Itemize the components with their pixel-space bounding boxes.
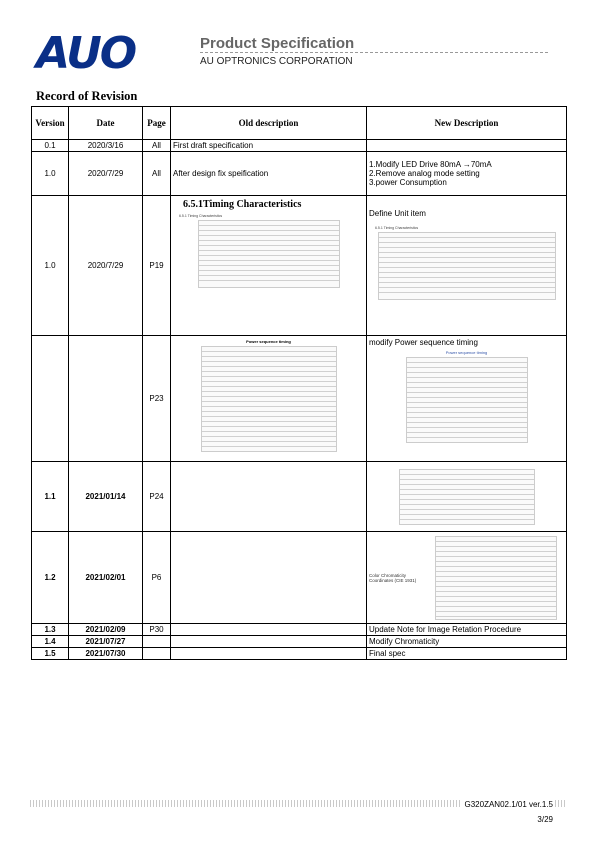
cell-old: First draft specification bbox=[171, 140, 367, 152]
table-row bbox=[32, 140, 567, 152]
chromaticity-table-thumbnail bbox=[435, 536, 557, 620]
col-page: Page bbox=[143, 107, 171, 140]
cell-page: P23 bbox=[143, 336, 171, 462]
table-row bbox=[32, 624, 567, 636]
cell-date: 2021/02/09 bbox=[69, 624, 143, 636]
table-row bbox=[32, 336, 567, 462]
table-row bbox=[32, 196, 567, 336]
power-seq-caption: Power sequence timing bbox=[246, 339, 291, 344]
timing-heading: 6.5.1Timing Characteristics bbox=[183, 199, 302, 210]
cell-new bbox=[367, 196, 567, 336]
cell-version: 1.3 bbox=[32, 624, 69, 636]
cell-old bbox=[171, 462, 367, 532]
power-seq-thumbnail bbox=[406, 357, 528, 443]
cell-page: P24 bbox=[143, 462, 171, 532]
cell-new bbox=[367, 462, 567, 532]
cell-date: 2020/7/29 bbox=[69, 152, 143, 196]
col-old-description: Old description bbox=[171, 107, 367, 140]
cell-new: Final spec bbox=[367, 648, 567, 660]
cell-old bbox=[171, 532, 367, 624]
timing-thumb-caption: 6.5.1 Timing Characteristics bbox=[375, 226, 419, 230]
table-row bbox=[32, 648, 567, 660]
change-line: 3.power Consumption bbox=[369, 178, 447, 187]
cell-version bbox=[32, 336, 69, 462]
cell-version: 1.0 bbox=[32, 152, 69, 196]
table-row bbox=[32, 636, 567, 648]
cell-page: All bbox=[143, 140, 171, 152]
table-header-row bbox=[32, 107, 567, 140]
table-row bbox=[32, 462, 567, 532]
cell-old: After design fix speification bbox=[171, 152, 367, 196]
cell-version: 0.1 bbox=[32, 140, 69, 152]
cell-version: 1.1 bbox=[32, 462, 69, 532]
timing-thumb-caption: 6.5.1 Timing Characteristics bbox=[179, 214, 223, 218]
col-version: Version bbox=[32, 107, 69, 140]
note-table-thumbnail bbox=[399, 469, 535, 525]
cell-page: P6 bbox=[143, 532, 171, 624]
change-text: Define Unit item bbox=[369, 209, 426, 218]
cell-old bbox=[171, 624, 367, 636]
product-spec-title: Product Specification bbox=[200, 35, 355, 52]
auo-logo: AUO bbox=[36, 28, 136, 79]
cell-date: 2021/07/27 bbox=[69, 636, 143, 648]
table-row bbox=[32, 532, 567, 624]
col-date: Date bbox=[69, 107, 143, 140]
cell-old bbox=[171, 648, 367, 660]
cell-new: Modify Chromaticity bbox=[367, 636, 567, 648]
cell-version: 1.0 bbox=[32, 196, 69, 336]
power-seq-thumbnail bbox=[201, 346, 337, 452]
cell-old bbox=[171, 636, 367, 648]
cell-date: 2021/01/14 bbox=[69, 462, 143, 532]
company-name: AU OPTRONICS CORPORATION bbox=[200, 56, 353, 67]
cell-date: 2020/7/29 bbox=[69, 196, 143, 336]
power-seq-caption: Power sequence timing bbox=[445, 350, 488, 355]
cell-date: 2020/3/16 bbox=[69, 140, 143, 152]
cell-page: All bbox=[143, 152, 171, 196]
cell-old bbox=[171, 336, 367, 462]
timing-table-thumbnail bbox=[378, 232, 556, 300]
col-new-description: New Description bbox=[367, 107, 567, 140]
cell-version: 1.5 bbox=[32, 648, 69, 660]
cell-new bbox=[367, 140, 567, 152]
cell-new bbox=[367, 532, 567, 624]
timing-table-thumbnail bbox=[198, 220, 340, 288]
cell-old bbox=[171, 196, 367, 336]
revision-table bbox=[31, 106, 567, 660]
cell-page bbox=[143, 636, 171, 648]
change-text: modify Power sequence timing bbox=[369, 338, 478, 347]
cell-new bbox=[367, 336, 567, 462]
cell-version: 1.4 bbox=[32, 636, 69, 648]
cell-date bbox=[69, 336, 143, 462]
cell-page: P19 bbox=[143, 196, 171, 336]
section-title: Record of Revision bbox=[36, 89, 138, 103]
cell-new bbox=[367, 152, 567, 196]
cell-version: 1.2 bbox=[32, 532, 69, 624]
cell-date: 2021/07/30 bbox=[69, 648, 143, 660]
chromaticity-label: Color Chromaticity Coordinates (CIE 1931) bbox=[369, 572, 417, 583]
table-row bbox=[32, 152, 567, 196]
change-line: 2.Remove analog mode setting bbox=[369, 169, 480, 178]
document-id: G320ZAN02.1/01 ver.1.5 bbox=[461, 800, 554, 809]
cell-page bbox=[143, 648, 171, 660]
cell-page: P30 bbox=[143, 624, 171, 636]
page-number: 3/29 bbox=[537, 815, 553, 824]
cell-new: Update Note for Image Retation Procedure bbox=[367, 624, 567, 636]
change-line: 1.Modify LED Drive 80mA →70mA bbox=[369, 160, 492, 169]
header-divider bbox=[200, 52, 548, 53]
cell-date: 2021/02/01 bbox=[69, 532, 143, 624]
